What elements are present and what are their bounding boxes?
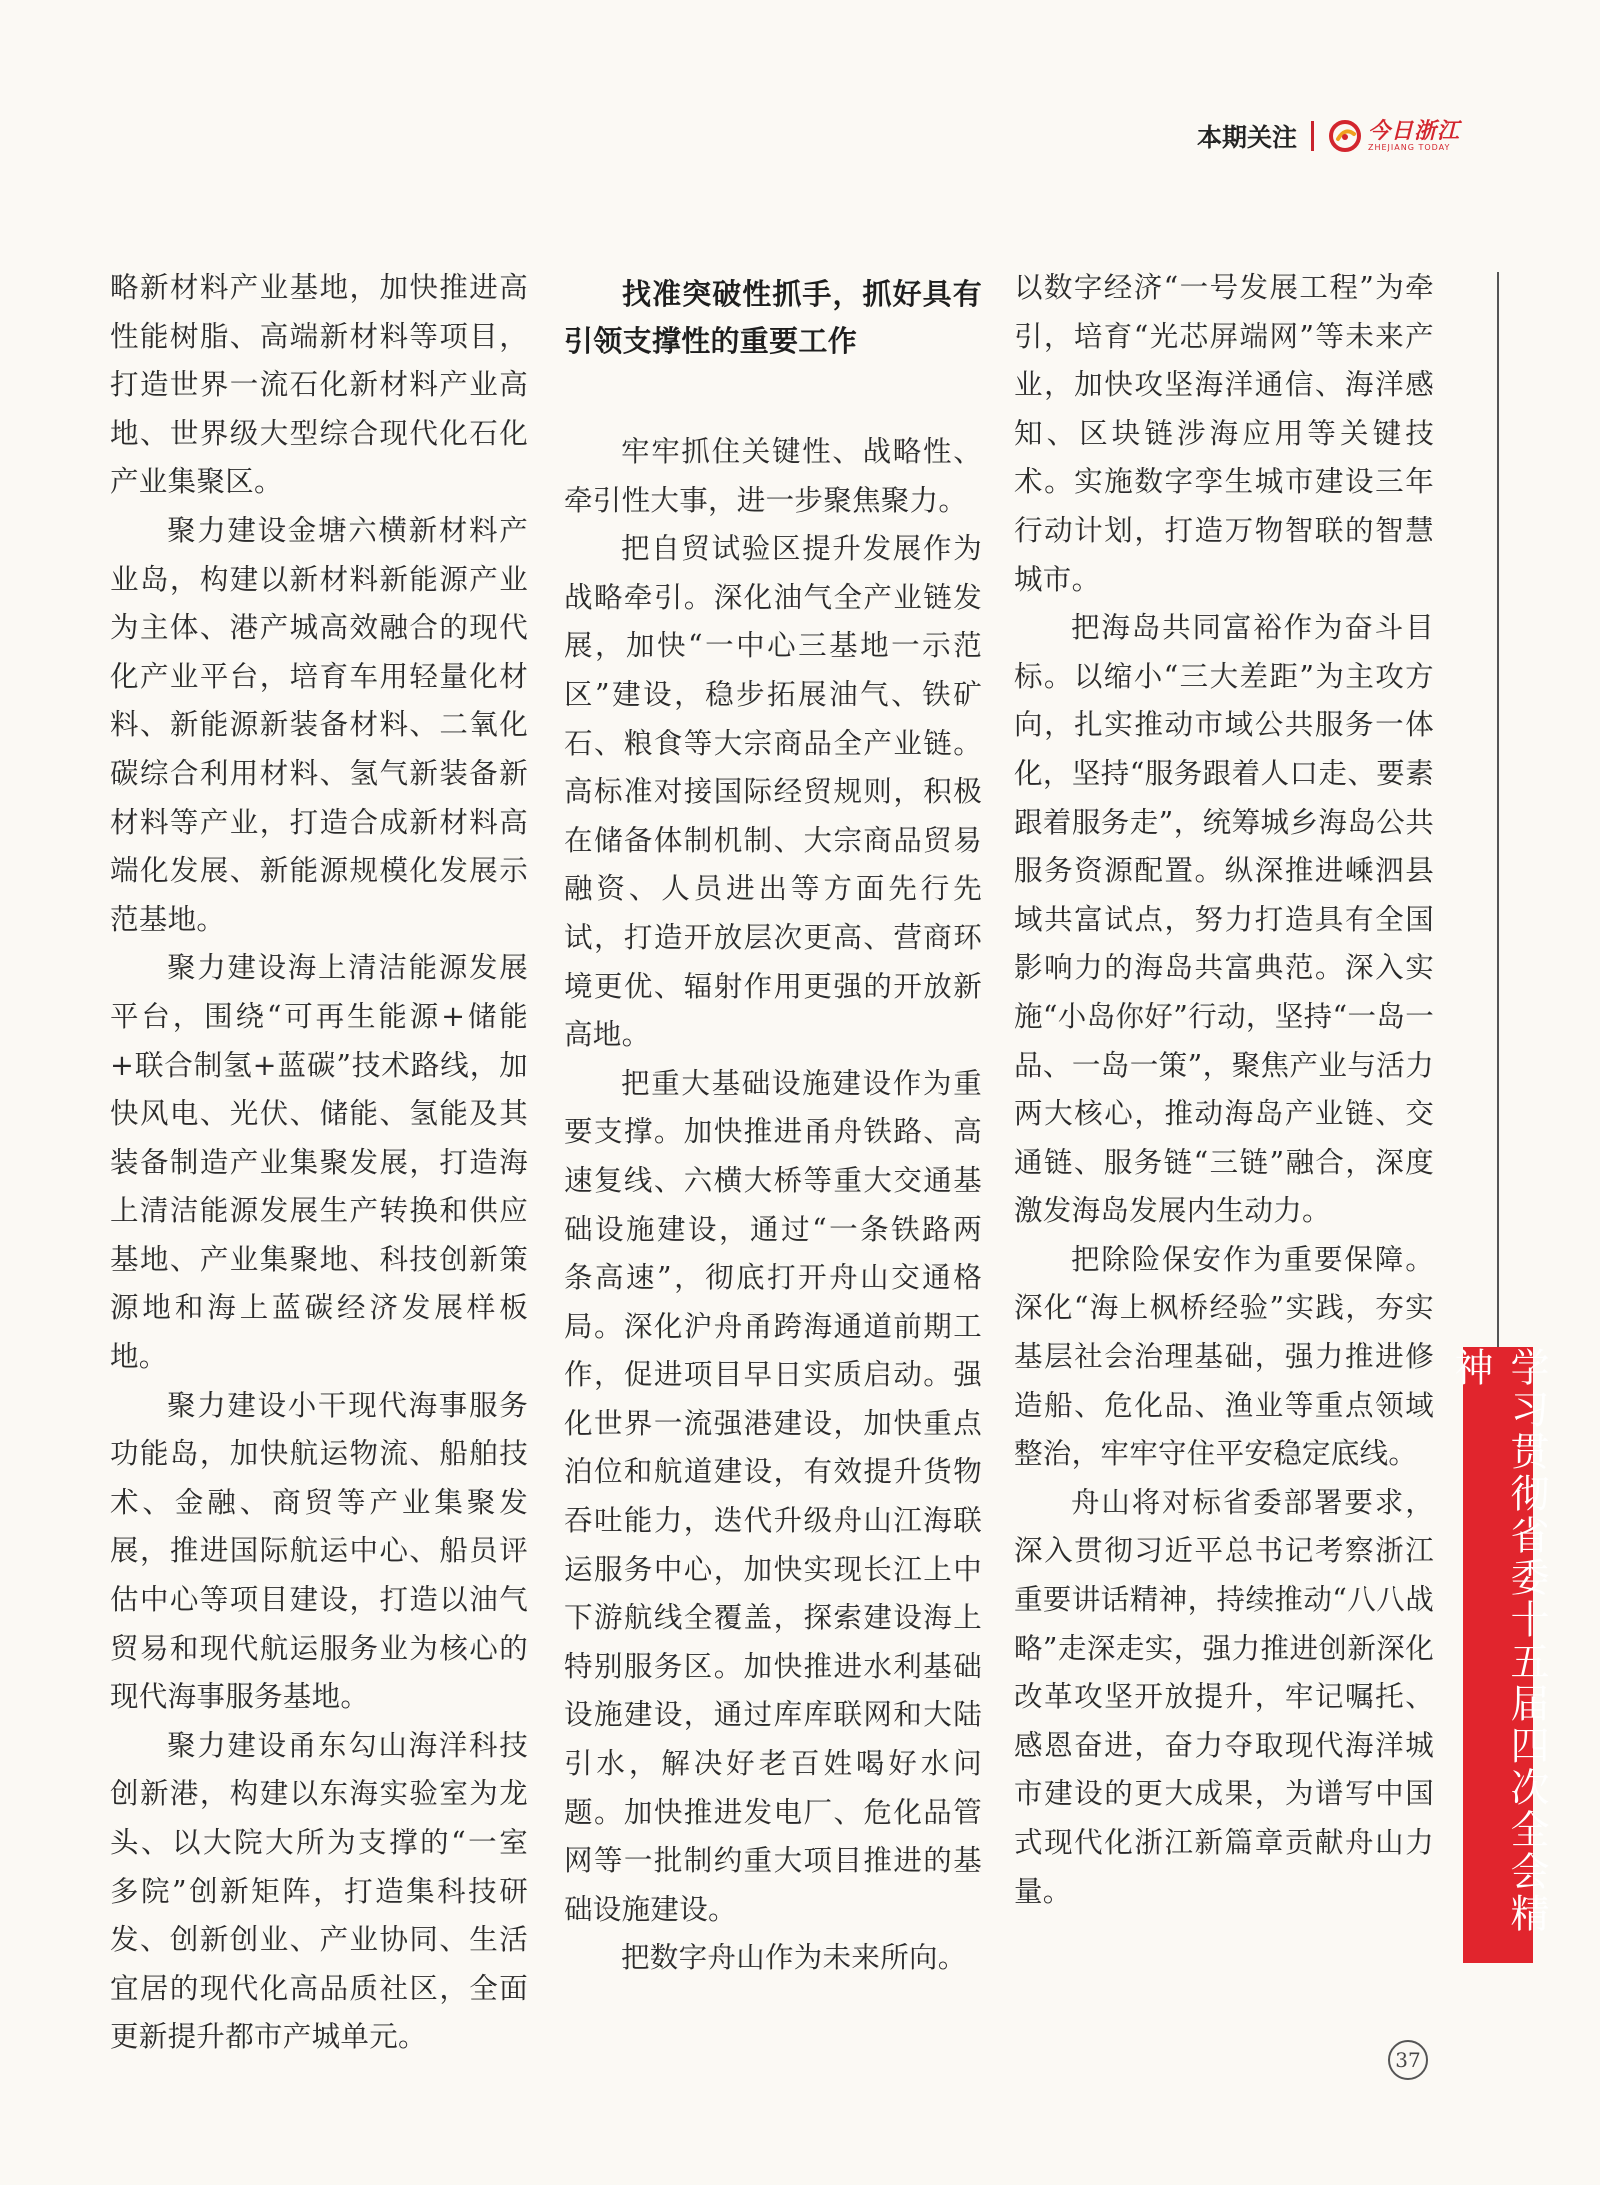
column-2 bbox=[564, 271, 982, 1983]
side-banner-text: 学习贯彻省委十五届四次全会精神 bbox=[1448, 1347, 1549, 1935]
paragraph: 把自贸试验区提升发展作为战略牵引。深化油气全产业链发展，加快“一中心三基地一示范区”建设，稳步拓展油气、铁矿石、粮食等大宗商品全产业链。高标准对接国际经贸规则，积极在储备体制机制、大宗商品贸易融资、人员进出等方面先行先试，打造开放层次更高、营商环境更优、辐射作用更强的开放新高地。 bbox=[564, 532, 982, 1052]
logo-english: ZHEJIANG TODAY bbox=[1367, 143, 1451, 152]
paragraph: 把重大基础设施建设作为重要支撑。加快推进甬舟铁路、高速复线、六横大桥等重大交通基础设施建设，通过“一条铁路两条高速”，彻底打开舟山交通格局。深化沪舟甬跨海通道前期工作，促进项目早日实质启动。强化世界一流强港建设，加快重点泊位和航道建设，有效提升货物吞吐能力，迭代升级舟山江海联运服务中心，加快实现长江上中下游航线全覆盖，探索建设海上特别服务区。加快推进水利基础设施建设，通过库库联网和大陆引水，解决好老百姓喝好水问题。加快推进发电厂、危化品管网等一批制约重大项目推进的基础设施建设。 bbox=[564, 1066, 982, 1926]
column-3 bbox=[1014, 264, 1434, 1916]
paragraph: 聚力建设甬东勾山海洋科技创新港，构建以东海实验室为龙头、以大院大所为支撑的“一室多院”创新矩阵，打造集科技研发、创新创业、产业协同、生活宜居的现代化高品质社区，全面更新提升都市产城单元。 bbox=[110, 1728, 528, 2054]
header-divider bbox=[1311, 121, 1314, 151]
paragraph: 把除险保安作为重要保障。深化“海上枫桥经验”实践，夯实基层社会治理基础，强力推进修造船、危化品、渔业等重点领域整治，牢牢守住平安稳定底线。 bbox=[1014, 1242, 1434, 1471]
logo-swirl-icon bbox=[1328, 119, 1362, 153]
paragraph: 聚力建设小干现代海事服务功能岛，加快航运物流、船舶技术、金融、商贸等产业集聚发展，推进国际航运中心、船员评估中心等项目建设，打造以油气贸易和现代航运服务业为核心的现代海事服务基地。 bbox=[110, 1388, 528, 1714]
paragraph: 略新材料产业基地，加快推进高性能树脂、高端新材料等项目，打造世界一流石化新材料产业高地、世界级大型综合现代化石化产业集聚区。 bbox=[110, 271, 528, 499]
paragraph: 把数字舟山作为未来所向。 bbox=[621, 1941, 967, 1975]
column-1 bbox=[110, 264, 528, 2062]
paragraph: 聚力建设海上清洁能源发展平台，围绕“可再生能源+储能+联合制氢+蓝碳”技术路线，加快风电、光伏、储能、氢能及其装备制造产业集聚发展，打造海上清洁能源发展生产转换和供应基地、产业集聚地、科技创新策源地和海上蓝碳经济发展样板地。 bbox=[110, 951, 528, 1374]
magazine-logo bbox=[1328, 119, 1460, 153]
section-label: 本期关注 bbox=[1196, 123, 1297, 152]
margin-rule bbox=[1497, 272, 1499, 1347]
page-header bbox=[1197, 118, 1460, 154]
logo-name: 今日浙江 bbox=[1367, 118, 1460, 144]
section-subheading: 找准突破性抓手，抓好具有引领支撑性的重要工作 bbox=[564, 277, 982, 358]
paragraph: 把海岛共同富裕作为奋斗目标。以缩小“三大差距”为主攻方向，扎实推动市域公共服务一体化，坚持“服务跟着人口走、要素跟着服务走”，统筹城乡海岛公共服务资源配置。纵深推进嵊泗县域共富试点，努力打造具有全国影响力的海岛共富典范。深入实施“小岛你好”行动，坚持“一岛一品、一岛一策”，聚焦产业与活力两大核心，推动海岛产业链、交通链、服务链“三链”融合，深度激发海岛发展内生动力。 bbox=[1014, 611, 1434, 1228]
paragraph: 舟山将对标省委部署要求，深入贯彻习近平总书记考察浙江重要讲话精神，持续推动“八八战略”走深走实，强力推进创新深化改革攻坚开放提升，牢记嘱托、感恩奋进，奋力夺取现代海洋城市建设的更大成果，为谱写中国式现代化浙江新篇章贡献舟山力量。 bbox=[1014, 1485, 1434, 1908]
paragraph: 以数字经济“一号发展工程”为牵引，培育“光芯屏端网”等未来产业，加快攻坚海洋通信、海洋感知、区块链涉海应用等关键技术。实施数字孪生城市建设三年行动计划，打造万物智联的智慧城市。 bbox=[1014, 271, 1434, 596]
paragraph: 聚力建设金塘六横新材料产业岛，构建以新材料新能源产业为主体、港产城高效融合的现代化产业平台，培育车用轻量化材料、新能源新装备材料、二氧化碳综合利用材料、氢气新装备新材料等产业，打造合成新材料高端化发展、新能源规模化发展示范基地。 bbox=[110, 513, 528, 936]
page-number: 37 bbox=[1388, 2040, 1428, 2080]
side-banner bbox=[1448, 1347, 1549, 1963]
paragraph: 牢牢抓住关键性、战略性、牵引性大事，进一步聚焦聚力。 bbox=[564, 435, 982, 517]
